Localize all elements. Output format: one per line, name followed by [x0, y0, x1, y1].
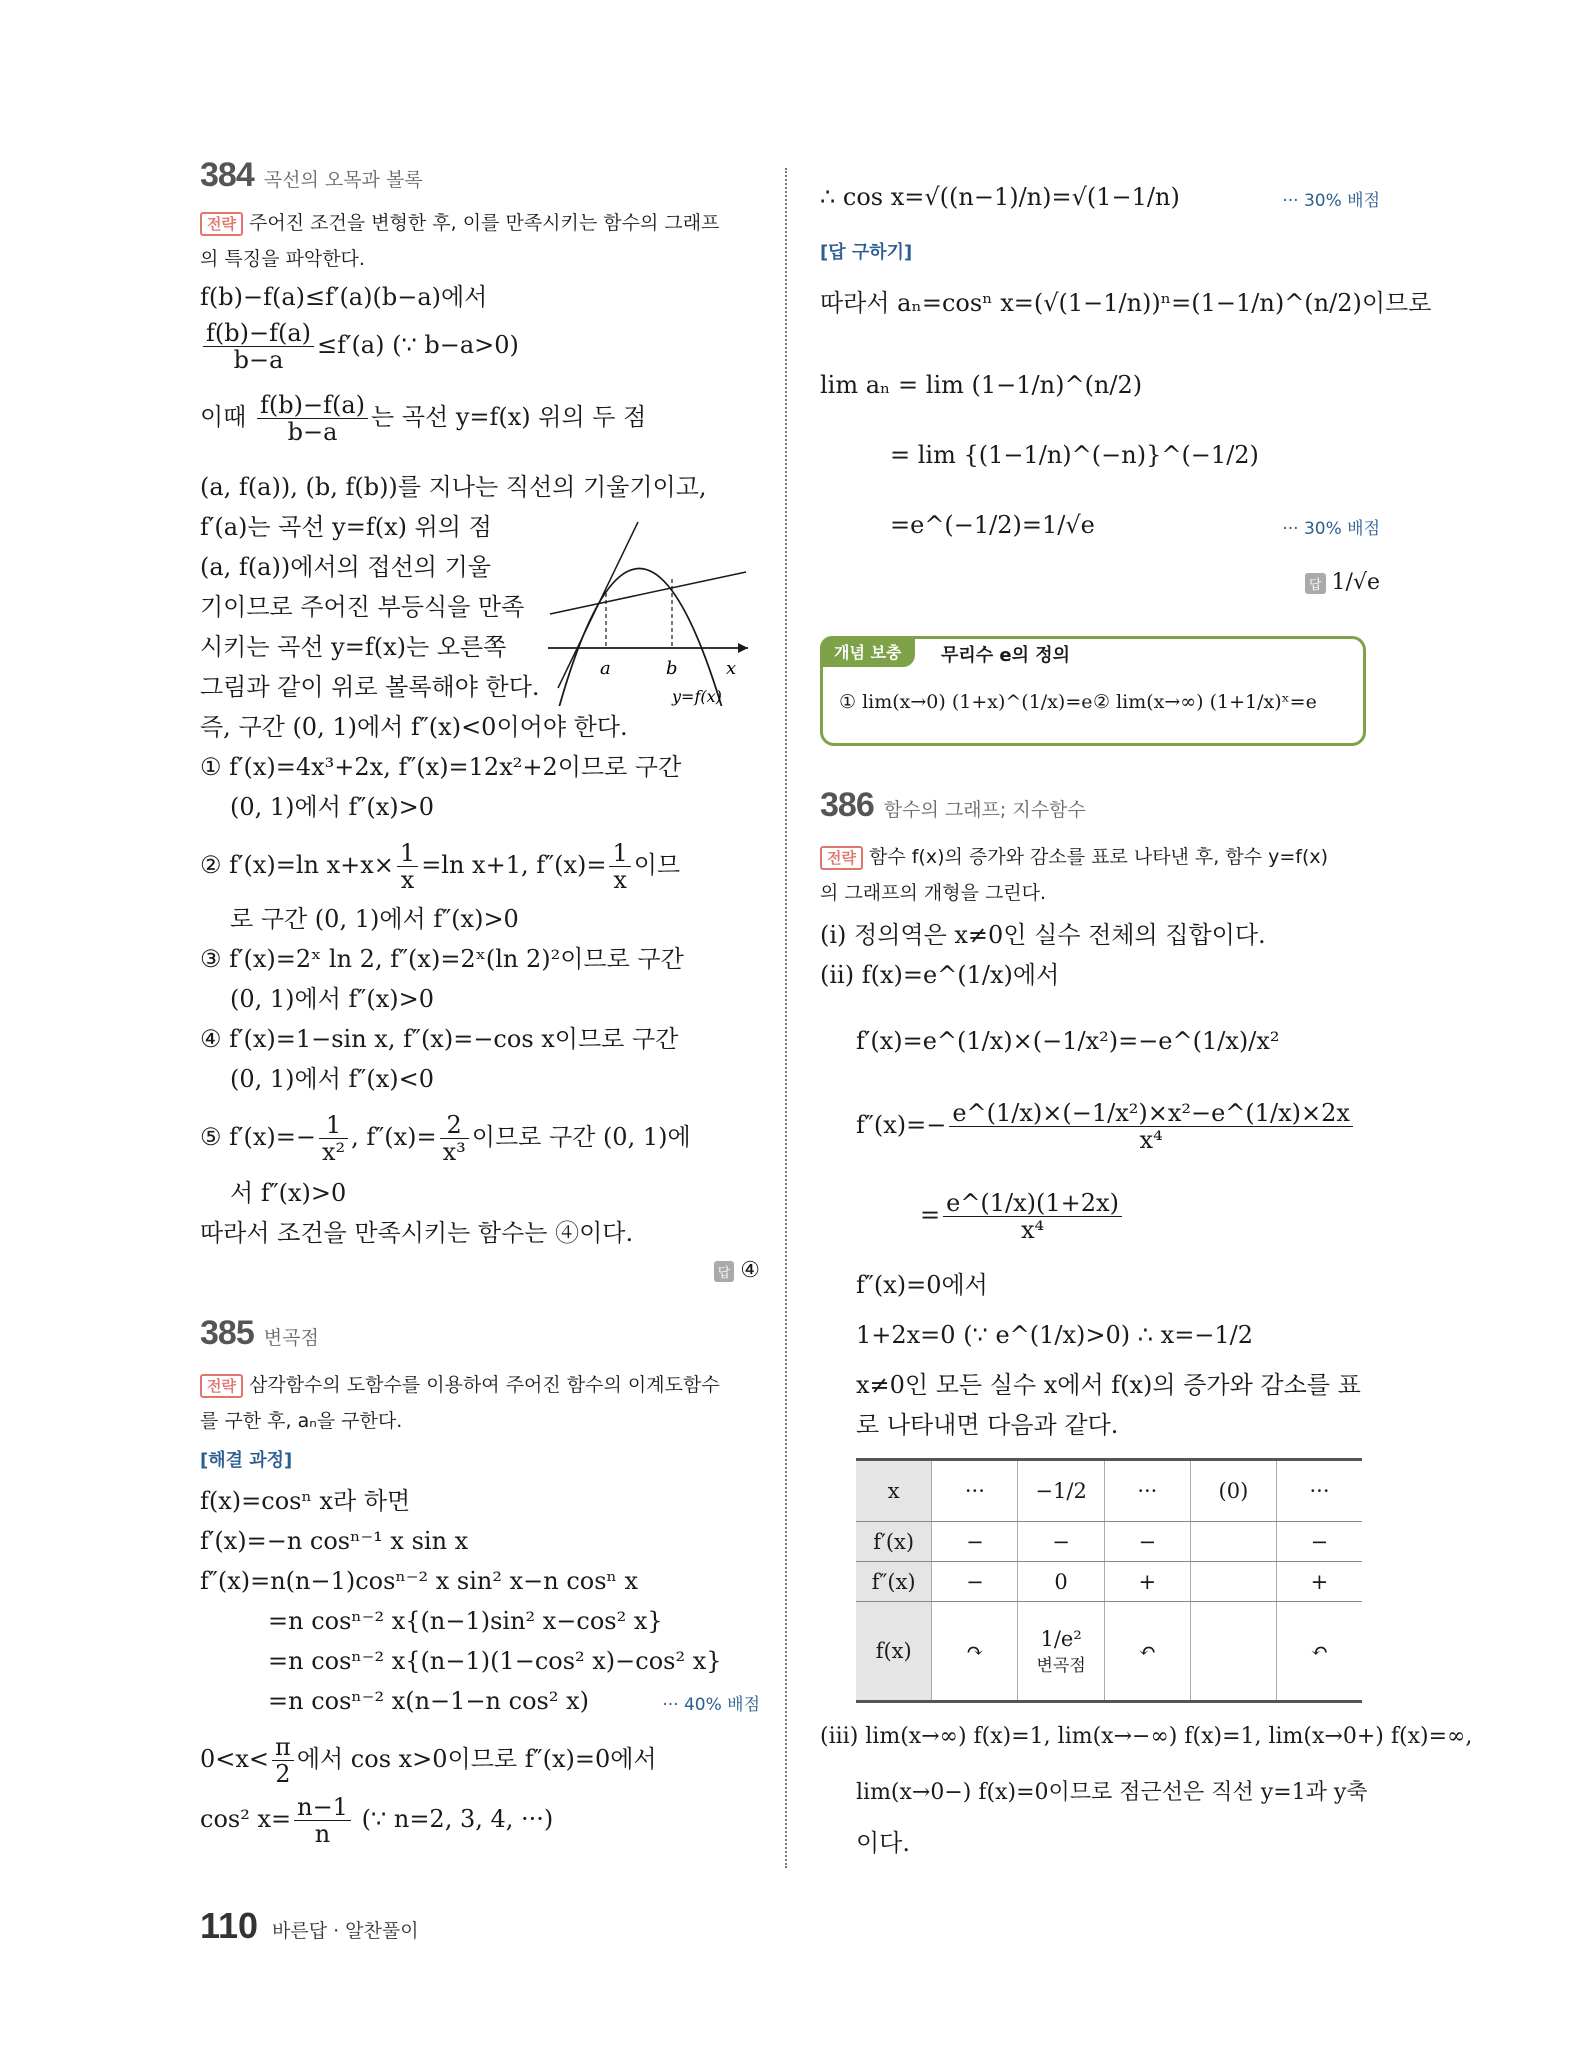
table-cell: −1/2 [1018, 1460, 1104, 1522]
strategy-text: 주어진 조건을 변형한 후, 이를 만족시키는 함수의 그래프 [248, 212, 720, 234]
denominator: x³ [442, 1138, 466, 1166]
fraction [319, 1112, 348, 1165]
strategy-line-2: 의 그래프의 개형을 그린다. [820, 882, 1047, 904]
choice-5 [200, 1112, 691, 1165]
numerator: n−1 [294, 1794, 351, 1821]
inflection-value: 1/e² [1040, 1626, 1082, 1651]
math-line [200, 1794, 553, 1847]
answer-value: 1/√e [1331, 570, 1380, 595]
math-line [200, 320, 519, 373]
table-cell: ↶ [1276, 1602, 1362, 1702]
table-cell: ↷ [932, 1602, 1018, 1702]
numerator: e^(1/x)×(−1/x²)×x²−e^(1/x)×2x [949, 1100, 1353, 1127]
math-line: f′(x)=−n cosⁿ⁻¹ x sin x [200, 1527, 469, 1555]
table-cell: (0) [1190, 1460, 1276, 1522]
choice-1-cont: (0, 1)에서 f″(x)>0 [230, 793, 435, 821]
strategy-tag: 전략 [200, 1374, 243, 1398]
choice-4: ④ f′(x)=1−sin x, f″(x)=−cos x이므로 구간 [200, 1025, 679, 1053]
problem-385-header [200, 1314, 319, 1353]
table-cell: ··· [1276, 1460, 1362, 1522]
problem-number: 385 [200, 1314, 254, 1352]
secant-line [550, 572, 746, 614]
problem-386-header [820, 786, 1086, 825]
tangent-line [558, 522, 638, 688]
problem-384-header [200, 156, 423, 195]
text: cos² x= [200, 1805, 292, 1833]
table-cell: − [1104, 1522, 1190, 1562]
math-line: f(x)=cosⁿ x라 하면 [200, 1487, 411, 1515]
table-cell: + [1276, 1562, 1362, 1602]
choice-2-cont: 로 구간 (0, 1)에서 f″(x)>0 [230, 905, 519, 933]
math-line: lim aₙ = lim (1−1/n)^(n/2) [820, 371, 1143, 399]
strategy-line [820, 842, 1328, 872]
math-line: 1+2x=0 (∵ e^(1/x)>0) ∴ x=−1/2 [856, 1321, 1254, 1349]
numerator: 1 [609, 840, 630, 867]
score-badge: ··· 30% 배점 [1282, 519, 1380, 539]
fraction [294, 1794, 351, 1847]
table-cell: x [856, 1460, 932, 1522]
table-cell: − [932, 1562, 1018, 1602]
denominator: x⁴ [1139, 1126, 1163, 1154]
denominator: b−a [287, 418, 338, 446]
strategy-text: 삼각함수의 도함수를 이용하여 주어진 함수의 이계도함수 [248, 1374, 720, 1396]
problem-title: 변곡점 [263, 1327, 319, 1349]
table-cell: ··· [1104, 1460, 1190, 1522]
problem-title: 곡선의 오목과 볼록 [263, 169, 423, 191]
answer-value: ④ [740, 1258, 760, 1283]
table-cell: − [932, 1522, 1018, 1562]
step-ii: (ii) f(x)=e^(1/x)에서 [820, 961, 1060, 989]
problem-number: 386 [820, 786, 874, 824]
math-line: 따라서 aₙ=cosⁿ x=(√(1−1/n))ⁿ=(1−1/n)^(n/2)이므로 [820, 289, 1432, 317]
step-iii: (iii) lim(x→∞) f(x)=1, lim(x→−∞) f(x)=1, lim(x→0+) f(x)=∞, [820, 1724, 1473, 1749]
answer-385 [1305, 570, 1380, 595]
text: 에서 cos x>0이므로 f″(x)=0에서 [296, 1745, 657, 1773]
math-line: =n cosⁿ⁻² x{(n−1)(1−cos² x)−cos² x} [268, 1647, 722, 1675]
column-divider [785, 168, 787, 1868]
text: 0<x< [200, 1745, 270, 1773]
choice-3: ③ f′(x)=2ˣ ln 2, f″(x)=2ˣ(ln 2)²이므로 구간 [200, 945, 684, 973]
denominator: x⁴ [1020, 1216, 1045, 1244]
math-line: ∴ cos x=√((n−1)/n)=√(1−1/n) [820, 183, 1180, 211]
variation-table [856, 1458, 1362, 1703]
math-line [200, 392, 646, 445]
answer-tag: 답 [714, 1261, 735, 1282]
text-line: 기이므로 주어진 부등식을 만족 [200, 593, 525, 621]
concept-box [820, 636, 1366, 746]
math-line [920, 1190, 1125, 1243]
text: (∵ n=2, 3, 4, ···) [361, 1805, 554, 1833]
table-cell: + [1104, 1562, 1190, 1602]
math-line [200, 1734, 657, 1787]
text-line: 즉, 구간 (0, 1)에서 f″(x)<0이어야 한다. [200, 713, 628, 741]
score-badge: ··· 30% 배점 [1282, 191, 1380, 211]
conclusion: 따라서 조건을 만족시키는 함수는 ④이다. [200, 1219, 634, 1247]
concept-label: 개념 보충 [820, 636, 915, 667]
numerator: f(b)−f(a) [203, 320, 314, 347]
strategy-line [200, 1370, 720, 1400]
answer-heading: [답 구하기] [820, 242, 913, 263]
x-axis-arrow [738, 643, 748, 653]
table-cell-inflection [1018, 1602, 1104, 1702]
denominator: b−a [233, 346, 284, 374]
table-row-f [856, 1602, 1362, 1702]
text: 이므 [633, 851, 681, 879]
concave-graph [548, 516, 748, 706]
numerator: 1 [319, 1112, 348, 1139]
math-line: f″(x)=0에서 [856, 1271, 988, 1299]
table-row-fdoubleprime [856, 1562, 1362, 1602]
table-cell: ↶ [1104, 1602, 1190, 1702]
text: 이므로 구간 (0, 1)에 [471, 1123, 691, 1151]
fraction [257, 392, 368, 445]
text: = [920, 1201, 941, 1229]
problem-number: 384 [200, 156, 254, 194]
step-iii-end: 이다. [856, 1829, 910, 1857]
text: f″(x)=− [856, 1111, 947, 1139]
text: , f″(x)= [351, 1123, 437, 1151]
strategy-tag: 전략 [200, 212, 243, 236]
fraction [203, 320, 314, 373]
table-cell [1190, 1522, 1276, 1562]
process-heading: [해결 과정] [200, 1450, 293, 1471]
label-curve: y=f(x) [672, 687, 722, 706]
fraction [609, 840, 630, 893]
math-text: ≤f′(a) (∵ b−a>0) [317, 331, 519, 359]
answer-tag: 답 [1305, 573, 1326, 594]
numerator: e^(1/x)(1+2x) [943, 1190, 1122, 1217]
denominator: n [314, 1820, 331, 1848]
choice-4-cont: (0, 1)에서 f″(x)<0 [230, 1065, 435, 1093]
denominator: x² [321, 1138, 346, 1166]
text-line: (a, f(a))에서의 접선의 기울 [200, 553, 491, 581]
text: 이때 [200, 403, 247, 431]
step-iii-cont: lim(x→0−) f(x)=0이므로 점근선은 직선 y=1과 y축 [856, 1780, 1368, 1805]
table-cell: − [1018, 1522, 1104, 1562]
strategy-line-2: 의 특징을 파악한다. [200, 248, 365, 270]
strategy-line [200, 208, 719, 238]
math-line: f(b)−f(a)≤f′(a)(b−a)에서 [200, 283, 488, 311]
score-badge: ··· 40% 배점 [662, 1695, 760, 1715]
math-line: =n cosⁿ⁻² x{(n−1)sin² x−cos² x} [268, 1607, 663, 1635]
text: ⑤ f′(x)=− [200, 1123, 316, 1151]
inflection-label: 변곡점 [1036, 1655, 1086, 1676]
choice-2 [200, 840, 680, 893]
math-line [856, 1100, 1356, 1153]
table-cell [1190, 1562, 1276, 1602]
math-line: =e^(−1/2)=1/√e [890, 511, 1095, 539]
choice-3-cont: (0, 1)에서 f″(x)>0 [230, 985, 435, 1013]
step-i: (i) 정의역은 x≠0인 실수 전체의 집합이다. [820, 921, 1266, 949]
text: ② f′(x)=ln x+x× [200, 851, 394, 879]
text-line: (a, f(a)), (b, f(b))를 지나는 직선의 기울기이고, [200, 473, 707, 501]
choice-5-cont: 서 f″(x)>0 [230, 1179, 347, 1207]
math-line: f′(x)=e^(1/x)×(−1/x²)=−e^(1/x)/x² [856, 1027, 1280, 1055]
strategy-line-2: 를 구한 후, aₙ을 구한다. [200, 1410, 403, 1432]
problem-title: 함수의 그래프; 지수함수 [883, 799, 1086, 821]
text-line: 그림과 같이 위로 볼록해야 한다. [200, 673, 540, 701]
label-a: a [600, 658, 611, 679]
strategy-text: 함수 f(x)의 증가와 감소를 표로 나타낸 후, 함수 y=f(x) [868, 846, 1329, 868]
table-row-x [856, 1460, 1362, 1522]
table-cell: − [1276, 1522, 1362, 1562]
footer-text: 바른답 · 알찬풀이 [272, 1920, 419, 1942]
fraction [949, 1100, 1353, 1153]
fraction [943, 1190, 1122, 1243]
choice-1: ① f′(x)=4x³+2x, f″(x)=12x²+2이므로 구간 [200, 753, 682, 781]
table-cell: f(x) [856, 1602, 932, 1702]
fraction [272, 1734, 294, 1787]
page-number: 110 [200, 1905, 259, 1946]
strategy-tag: 전략 [820, 846, 863, 870]
table-row-fprime [856, 1522, 1362, 1562]
table-cell: f″(x) [856, 1562, 932, 1602]
math-line: = lim {(1−1/n)^(−n)}^(−1/2) [890, 441, 1259, 469]
answer-384 [714, 1258, 760, 1283]
text-line: x≠0인 모든 실수 x에서 f(x)의 증가와 감소를 표 [856, 1371, 1361, 1399]
table-cell [1190, 1602, 1276, 1702]
text-line: 시키는 곡선 y=f(x)는 오른쪽 [200, 633, 507, 661]
table-cell: f′(x) [856, 1522, 932, 1562]
concept-title: 무리수 e의 정의 [941, 645, 1071, 666]
concept-formula-1: ① lim(x→0) (1+x)^(1/x)=e [839, 691, 1093, 713]
numerator: 2 [440, 1112, 469, 1139]
math-line: =n cosⁿ⁻² x(n−1−n cos² x) [268, 1687, 589, 1715]
denominator: x [400, 866, 415, 894]
text: =ln x+1, f″(x)= [421, 851, 607, 879]
label-b: b [666, 658, 678, 679]
table-cell: ··· [932, 1460, 1018, 1522]
numerator: f(b)−f(a) [257, 392, 368, 419]
text-line: 로 나타내면 다음과 같다. [856, 1411, 1119, 1439]
fraction [397, 840, 418, 893]
label-x: x [726, 658, 737, 679]
table-cell: 0 [1018, 1562, 1104, 1602]
text: 는 곡선 y=f(x) 위의 두 점 [371, 403, 647, 431]
numerator: 1 [397, 840, 418, 867]
denominator: 2 [275, 1760, 291, 1788]
math-line: f″(x)=n(n−1)cosⁿ⁻² x sin² x−n cosⁿ x [200, 1567, 639, 1595]
concept-formula-2: ② lim(x→∞) (1+1/x)ˣ=e [1093, 691, 1317, 713]
text-line: f′(a)는 곡선 y=f(x) 위의 점 [200, 513, 492, 541]
denominator: x [613, 866, 627, 894]
numerator: π [272, 1734, 294, 1761]
fraction [440, 1112, 469, 1165]
